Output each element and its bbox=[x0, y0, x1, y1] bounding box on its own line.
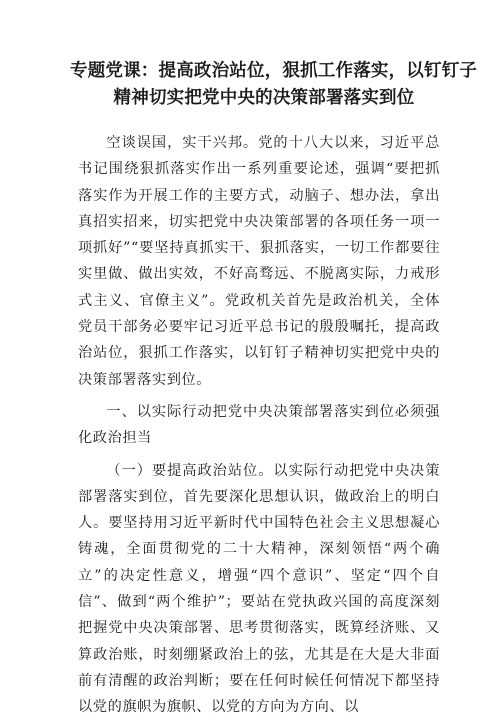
title-line-2: 精神切实把党中央的决策部署落实到位 bbox=[113, 88, 415, 108]
section-heading-1: 一、以实际行动把党中央决策部署落实到位必须强化政治担当 bbox=[78, 403, 440, 447]
title-line-1: 专题党课：提高政治站位，狠抓工作落实，以钉钉子 bbox=[70, 61, 478, 81]
subsection-paragraph-1: （一）要提高政治站位。以实际行动把党中央决策部署落实到位，首先要深化思想认识，做政治上的明白人。要坚持用习近平新时代中国特色社会主义思想凝心铸魂，全面贯彻党的二十大精神，深刻领悟“两个确立”的决定性意义，增强“四个意识”、坚定“四个自信”、做到“两个维护”；要站在党执政兴国的高度深刻把握党中央决策部署、思考贯彻落实，既算经济账、又算政治账，时刻绷紧政治上的弦，尤其是在大是大非面前有清醒的政治判断；要在任何时候任何情况下都坚持以党的旗帜为旗帜、以党的方向为方向、以 bbox=[78, 462, 440, 716]
document-title bbox=[70, 58, 478, 112]
document-body bbox=[78, 130, 440, 721]
intro-paragraph: 空谈误国，实干兴邦。党的十八大以来，习近平总书记围绕狠抓落实作出一系列重要论述，强调“要把抓落实作为开展工作的主要方式，动脑子、想办法，拿出真招实招来，切实把党中央决策部署的各项任务一项一项抓好”“要坚持真抓实干、狠抓落实，一切工作都要往实里做、做出实效，不好高骛远、不脱离实际，力戒形式主义、官僚主义”。党政机关首先是政治机关，全体党员干部务必要牢记习近平总书记的殷殷嘱托，提高政治站位，狠抓工作落实，以钉钉子精神切实把党中央的决策部署落实到位。 bbox=[78, 135, 440, 388]
